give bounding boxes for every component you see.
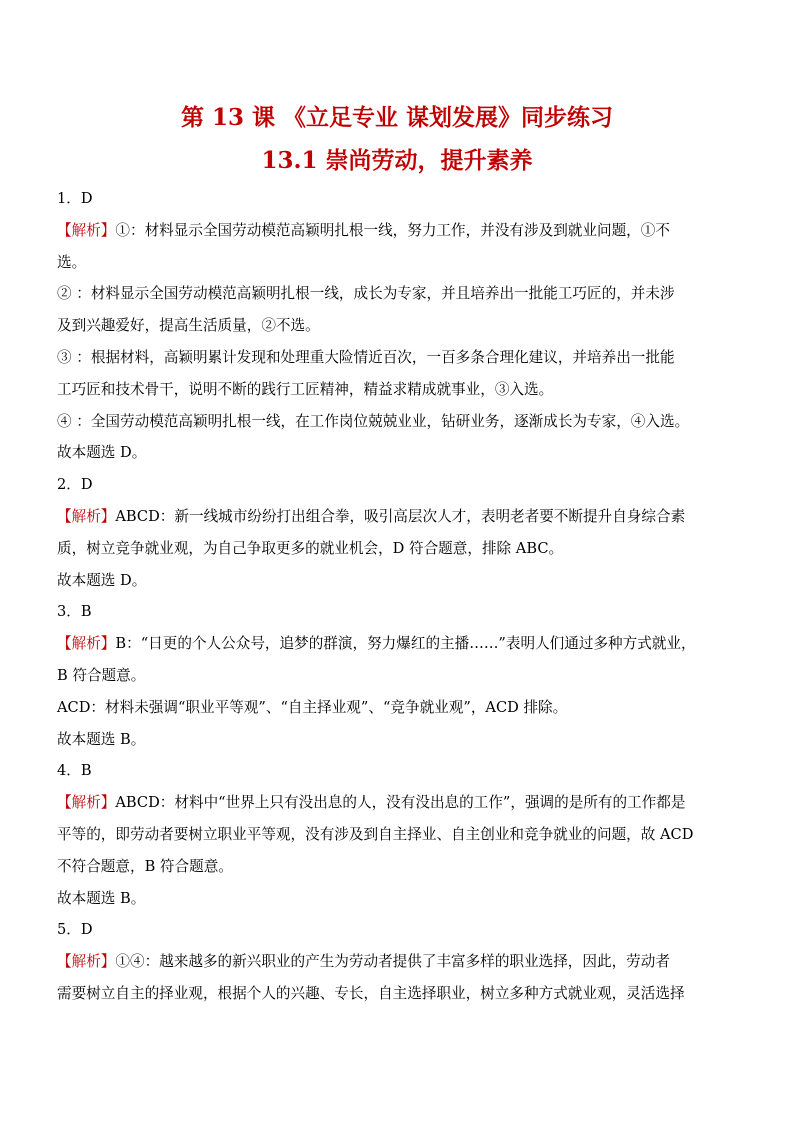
line-text: 3．B bbox=[57, 603, 92, 621]
line-text: ①：材料显示全国劳动模范高颖明扎根一线，努力工作，并没有涉及到就业问题，①不 bbox=[115, 221, 670, 239]
text-line bbox=[57, 755, 737, 787]
line-text: 故本题选 D。 bbox=[57, 444, 147, 462]
line-text: 故本题选 B。 bbox=[57, 730, 146, 748]
text-line bbox=[57, 978, 737, 1010]
line-text: ABCD：材料中“世界上只有没出息的人，没有没出息的工作”，强调的是所有的工作都是 bbox=[115, 794, 686, 812]
text-line bbox=[57, 501, 737, 533]
text-line bbox=[57, 533, 737, 565]
text-line bbox=[57, 724, 737, 756]
line-text: 需要树立自主的择业观，根据个人的兴趣、专长，自主选择职业，树立多种方式就业观，灵活选择 bbox=[57, 984, 685, 1002]
line-text: 5．D bbox=[57, 921, 93, 939]
text-line bbox=[57, 692, 737, 724]
text-line bbox=[57, 278, 737, 310]
text-line bbox=[57, 215, 737, 247]
document-subtitle: 13.1 崇尚劳动，提升素养 bbox=[261, 147, 533, 174]
line-text: ④ ：全国劳动模范高颖明扎根一线，在工作岗位兢兢业业，钻研业务，逐渐成长为专家，④入选。 bbox=[57, 412, 690, 430]
text-line bbox=[57, 946, 737, 978]
line-text: 故本题选 D。 bbox=[57, 571, 147, 589]
line-text: 故本题选 B。 bbox=[57, 889, 146, 907]
line-text: ABCD：新一线城市纷纷打出组合拳，吸引高层次人才，表明老者要不断提升自身综合素 bbox=[115, 507, 686, 525]
line-text: ACD：材料未强调“职业平等观”、“自主择业观”、“竞争就业观”，ACD 排除。 bbox=[57, 698, 568, 716]
line-text: B：“日更的个人公众号，追梦的群演，努力爆红的主播……”表明人们通过多种方式就业， bbox=[115, 635, 696, 653]
text-line bbox=[57, 310, 737, 342]
text-line bbox=[57, 565, 737, 597]
text-line bbox=[57, 628, 737, 660]
text-line bbox=[57, 437, 737, 469]
text-line bbox=[57, 183, 737, 215]
text-line bbox=[57, 787, 737, 819]
text-line bbox=[57, 342, 737, 374]
analysis-tag: 【解析】 bbox=[57, 953, 116, 971]
line-text: 2．D bbox=[57, 476, 93, 494]
line-text: 1．D bbox=[57, 190, 93, 207]
answer-content bbox=[57, 183, 737, 1010]
line-text: 工巧匠和技术骨干，说明不断的践行工匠精神，精益求精成就事业，③入选。 bbox=[57, 380, 554, 398]
analysis-tag: 【解析】 bbox=[57, 221, 116, 239]
line-text: 平等的，即劳动者要树立职业平等观，没有涉及到自主择业、自主创业和竞争就业的问题，故 ACD bbox=[57, 825, 694, 843]
text-line bbox=[57, 851, 737, 883]
text-line bbox=[57, 883, 737, 915]
text-line bbox=[57, 819, 737, 851]
document-title: 第 13 课 《立足专业 谋划发展》同步练习 bbox=[180, 104, 614, 131]
text-line bbox=[57, 247, 737, 279]
text-line bbox=[57, 914, 737, 946]
text-line bbox=[57, 406, 737, 438]
text-line bbox=[57, 469, 737, 501]
text-line bbox=[57, 596, 737, 628]
line-text: 不符合题意，B 符合题意。 bbox=[57, 857, 233, 875]
analysis-tag: 【解析】 bbox=[57, 635, 116, 653]
line-text: ② ：材料显示全国劳动模范高颖明扎根一线，成长为专家，并且培养出一批能工巧匠的，并未涉 bbox=[57, 285, 675, 303]
line-text: 4．B bbox=[57, 762, 92, 780]
analysis-tag: 【解析】 bbox=[57, 794, 116, 812]
line-text: 选。 bbox=[57, 253, 87, 271]
line-text: B 符合题意。 bbox=[57, 666, 146, 684]
line-text: ③ ：根据材料，高颖明累计发现和处理重大险情近百次，一百多条合理化建议，并培养出一批能 bbox=[57, 348, 675, 366]
analysis-tag: 【解析】 bbox=[57, 507, 116, 525]
line-text: ①④：越来越多的新兴职业的产生为劳动者提供了丰富多样的职业选择，因此，劳动者 bbox=[115, 953, 670, 971]
text-line bbox=[57, 660, 737, 692]
line-text: 及到兴趣爱好，提高生活质量，②不选。 bbox=[57, 317, 320, 335]
line-text: 质，树立竞争就业观，为自己争取更多的就业机会，D 符合题意，排除 ABC。 bbox=[57, 539, 564, 557]
text-line bbox=[57, 374, 737, 406]
